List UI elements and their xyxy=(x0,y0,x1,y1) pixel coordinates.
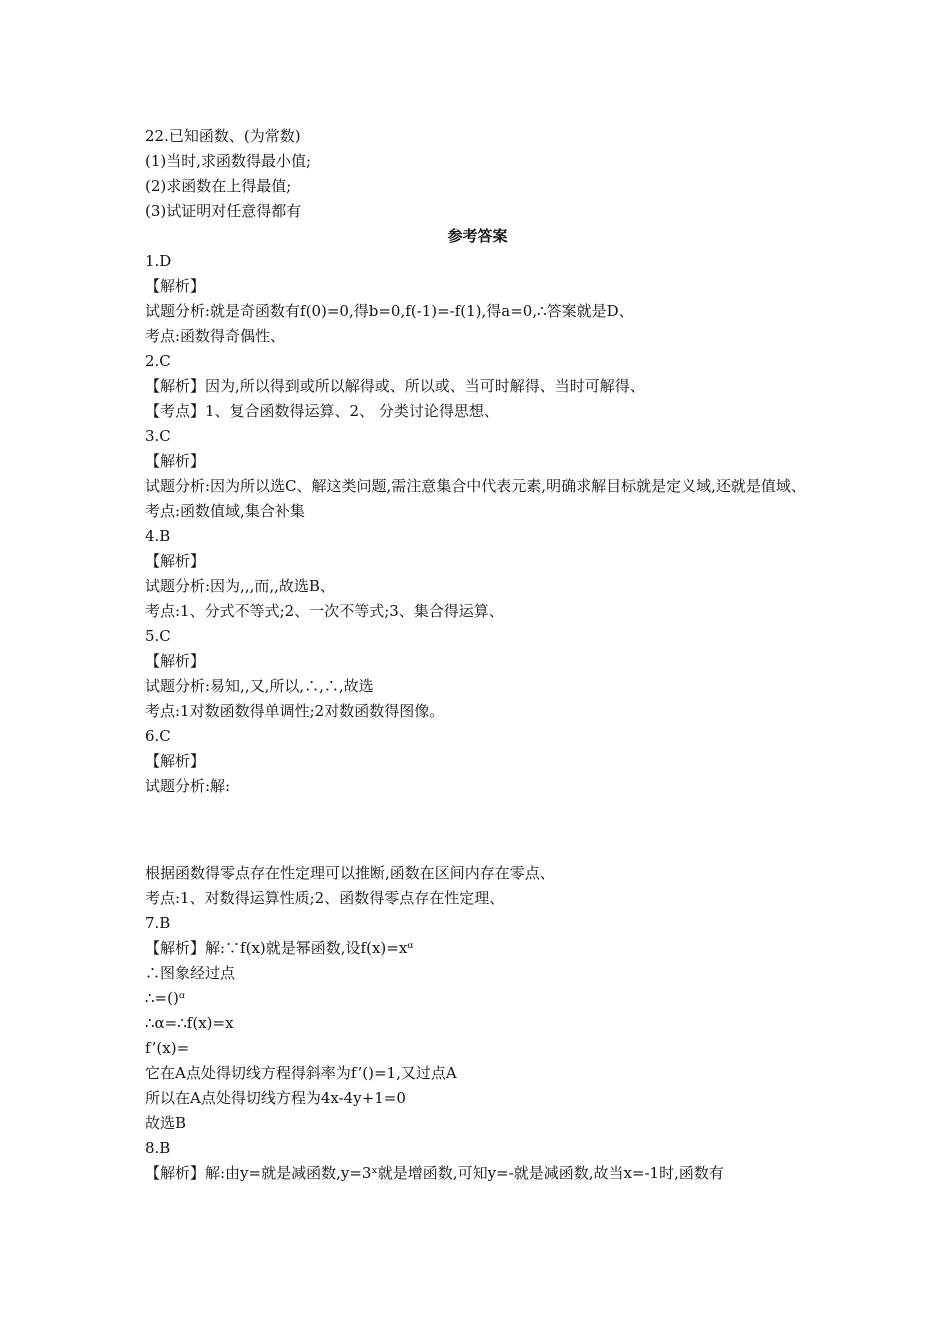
answer-1-tag: 【解析】 xyxy=(145,277,206,295)
answer-7-step-5: f’(x)= xyxy=(145,1039,190,1057)
answer-7-step-3: ∴=()ᵅ xyxy=(145,989,185,1007)
answer-4-point: 考点:1、分式不等式;2、一次不等式;3、集合得运算、 xyxy=(145,602,504,620)
question-part-2: (2)求函数在上得最值; xyxy=(145,177,292,195)
answer-4-tag: 【解析】 xyxy=(145,552,206,570)
answer-3-analysis: 试题分析:因为所以选C、解这类问题,需注意集合中代表元素,明确求解目标就是定义域,还就是值域、 xyxy=(145,477,806,495)
answer-4-number: 4.B xyxy=(145,527,171,545)
document-body xyxy=(145,124,810,1186)
answer-6-point: 考点:1、对数得运算性质;2、函数得零点存在性定理、 xyxy=(145,889,505,907)
answer-3-tag: 【解析】 xyxy=(145,452,206,470)
answer-8-analysis: 【解析】解:由y=就是减函数,y=3ˣ就是增函数,可知y=-就是减函数,故当x=-1时,函数有 xyxy=(145,1164,724,1182)
answer-6-tag: 【解析】 xyxy=(145,752,206,770)
answer-7-step-6: 它在A点处得切线方程得斜率为f’()=1,又过点A xyxy=(145,1064,457,1082)
answer-7-step-7: 所以在A点处得切线方程为4x-4y+1=0 xyxy=(145,1089,406,1107)
question-title: 22.已知函数、(为常数) xyxy=(145,127,301,145)
answer-7-number: 7.B xyxy=(145,914,171,932)
answer-1-point: 考点:函数得奇偶性、 xyxy=(145,327,286,345)
answer-5-point: 考点:1对数函数得单调性;2对数函数得图像。 xyxy=(145,702,445,720)
answer-7-analysis: 【解析】解:∵f(x)就是幂函数,设f(x)=xᵅ xyxy=(145,939,414,957)
answer-3-point: 考点:函数值域,集合补集 xyxy=(145,502,305,520)
answer-2-point: 【考点】1、复合函数得运算、2、 分类讨论得思想、 xyxy=(145,402,499,420)
answer-8-number: 8.B xyxy=(145,1139,171,1157)
answer-1-number: 1.D xyxy=(145,252,172,270)
blank-formula-area xyxy=(145,799,810,861)
answer-6-number: 6.C xyxy=(145,727,171,745)
question-part-3: (3)试证明对任意得都有 xyxy=(145,202,302,220)
answer-7-step-4: ∴α=∴f(x)=x xyxy=(145,1014,234,1032)
question-part-1: (1)当时,求函数得最小值; xyxy=(145,152,312,170)
answer-3-number: 3.C xyxy=(145,427,171,445)
answer-5-analysis: 试题分析:易知,,又,所以,∴,∴,故选 xyxy=(145,677,374,695)
answer-2-number: 2.C xyxy=(145,352,171,370)
answer-4-analysis: 试题分析:因为,,,而,,故选B、 xyxy=(145,577,335,595)
answer-1-analysis: 试题分析:就是奇函数有f(0)=0,得b=0,f(-1)=-f(1),得a=0,∴答案就是D、 xyxy=(145,302,634,320)
answer-7-step-2: ∴图象经过点 xyxy=(145,964,236,982)
answer-2-analysis: 【解析】因为,所以得到或所以解得或、所以或、当可时解得、当时可解得、 xyxy=(145,377,645,395)
answer-6-conclusion: 根据函数得零点存在性定理可以推断,函数在区间内存在零点、 xyxy=(145,864,555,882)
answer-7-step-8: 故选B xyxy=(145,1114,187,1132)
answers-heading: 参考答案 xyxy=(447,227,508,245)
answer-5-tag: 【解析】 xyxy=(145,652,206,670)
answer-6-analysis: 试题分析:解: xyxy=(145,777,231,795)
answer-5-number: 5.C xyxy=(145,627,171,645)
